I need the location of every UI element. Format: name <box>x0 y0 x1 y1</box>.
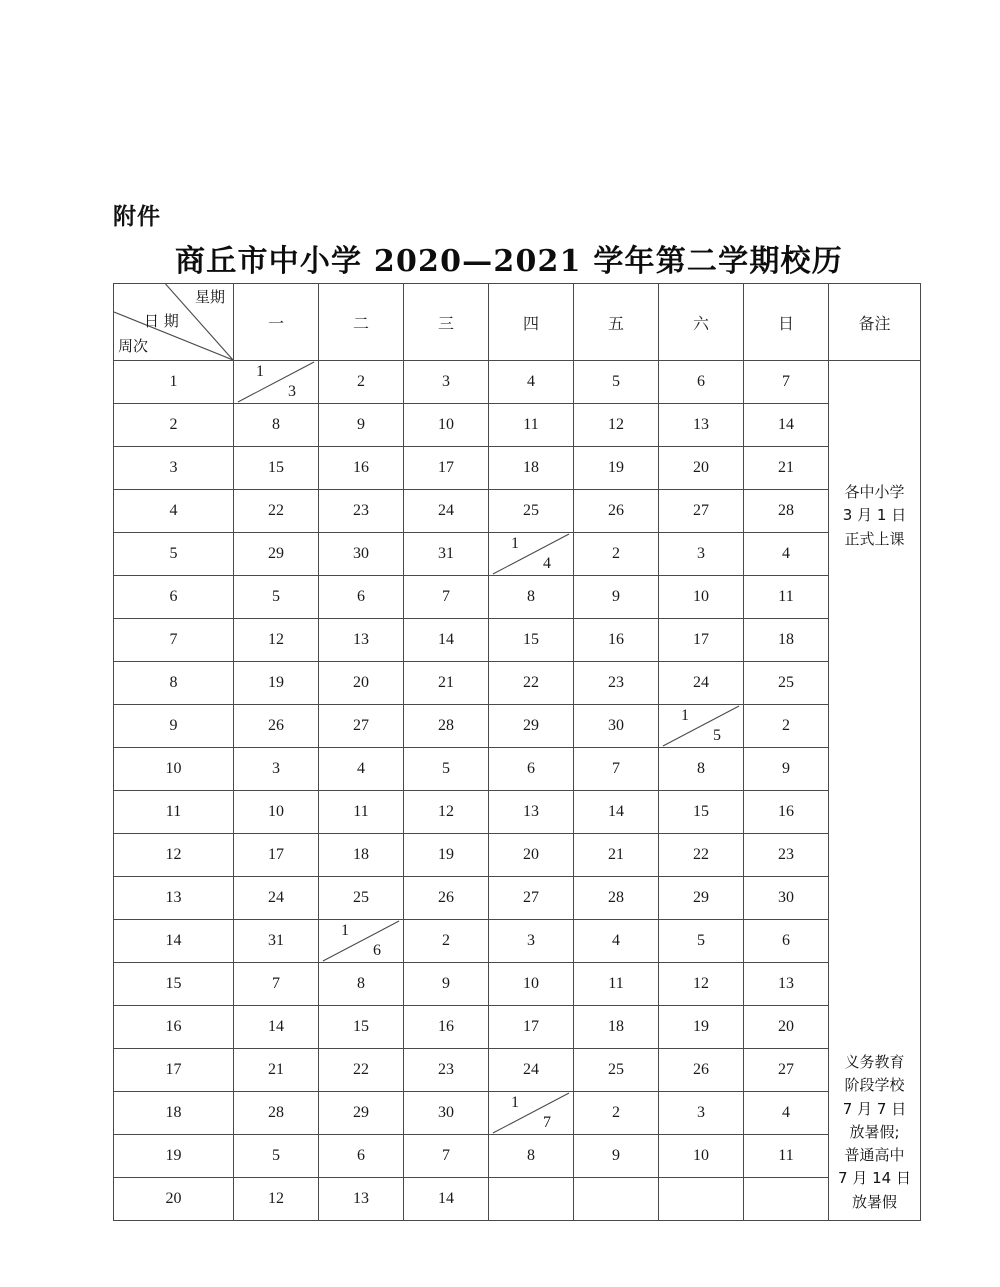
date-cell: 30 <box>744 877 829 920</box>
date-cell: 22 <box>659 834 744 877</box>
date-cell: 31 <box>404 533 489 576</box>
date-cell: 5 <box>234 576 319 619</box>
date-cell: 14 <box>574 791 659 834</box>
date-cell: 7 <box>404 1135 489 1178</box>
date-cell: 16 <box>744 791 829 834</box>
date-cell: 12 <box>234 619 319 662</box>
date-cell: 27 <box>319 705 404 748</box>
column-header-remarks: 备注 <box>829 284 921 361</box>
table-row <box>114 447 921 490</box>
date-cell: 14 <box>234 1006 319 1049</box>
table-row <box>114 791 921 834</box>
column-header-thursday: 四 <box>489 284 574 361</box>
cell-diagonal-icon <box>489 1092 573 1134</box>
date-cell: 19 <box>659 1006 744 1049</box>
table-row <box>114 748 921 791</box>
cell-diagonal-icon <box>489 533 573 575</box>
table-row <box>114 619 921 662</box>
column-header-monday: 一 <box>234 284 319 361</box>
date-cell: 24 <box>489 1049 574 1092</box>
table-row <box>114 576 921 619</box>
date-cell: 14 <box>404 1178 489 1221</box>
date-cell: 3 <box>404 361 489 404</box>
date-cell: 20 <box>659 447 744 490</box>
date-cell: 9 <box>319 404 404 447</box>
corner-weekday-label: 星期 <box>194 288 225 306</box>
date-cell: 18 <box>489 447 574 490</box>
table-row <box>114 1135 921 1178</box>
remark-block-1 <box>829 481 920 551</box>
week-number-cell: 5 <box>114 533 234 576</box>
date-cell: 3 <box>659 533 744 576</box>
date-cell: 8 <box>489 1135 574 1178</box>
date-cell: 8 <box>319 963 404 1006</box>
corner-date-label: 日 期 <box>144 312 179 330</box>
remark-line: 放暑假 <box>851 1192 897 1211</box>
table-row <box>114 490 921 533</box>
date-cell: 10 <box>404 404 489 447</box>
date-cell: 13 <box>319 619 404 662</box>
date-cell: 5 <box>234 1135 319 1178</box>
date-cell: 14 <box>744 404 829 447</box>
date-cell: 29 <box>319 1092 404 1135</box>
date-cell: 16 <box>404 1006 489 1049</box>
date-cell-split <box>659 705 744 748</box>
date-cell: 16 <box>319 447 404 490</box>
date-cell: 15 <box>319 1006 404 1049</box>
date-cell: 4 <box>744 533 829 576</box>
date-cell: 25 <box>489 490 574 533</box>
date-cell: 23 <box>404 1049 489 1092</box>
table-row <box>114 920 921 963</box>
date-cell: 17 <box>659 619 744 662</box>
week-number-cell: 19 <box>114 1135 234 1178</box>
date-cell-empty <box>489 1178 574 1221</box>
date-cell: 26 <box>404 877 489 920</box>
cell-diagonal-icon <box>319 920 403 962</box>
date-cell: 27 <box>744 1049 829 1092</box>
date-cell: 31 <box>234 920 319 963</box>
corner-weekno-label: 周次 <box>118 337 149 355</box>
header-row <box>114 284 921 361</box>
week-number-cell: 8 <box>114 662 234 705</box>
date-cell: 24 <box>234 877 319 920</box>
date-cell: 6 <box>489 748 574 791</box>
table-row <box>114 877 921 920</box>
date-cell: 11 <box>319 791 404 834</box>
date-cell: 11 <box>744 1135 829 1178</box>
date-cell: 28 <box>404 705 489 748</box>
date-cell-month-start-prev: 1 <box>681 707 689 724</box>
column-header-saturday: 六 <box>659 284 744 361</box>
date-cell: 12 <box>574 404 659 447</box>
date-cell: 13 <box>744 963 829 1006</box>
date-cell: 9 <box>744 748 829 791</box>
remark-line: 普通高中 <box>844 1146 905 1164</box>
date-cell: 4 <box>744 1092 829 1135</box>
date-cell: 3 <box>234 748 319 791</box>
page-title: 商丘市中小学 2020—2021 学年第二学期校历 <box>175 244 843 279</box>
remark-line: 义务教育 <box>844 1053 905 1071</box>
date-cell: 5 <box>659 920 744 963</box>
date-cell: 19 <box>404 834 489 877</box>
date-cell: 4 <box>489 361 574 404</box>
date-cell: 6 <box>319 1135 404 1178</box>
date-cell: 27 <box>659 490 744 533</box>
date-cell: 9 <box>574 576 659 619</box>
date-cell-month-start-prev: 1 <box>341 922 349 939</box>
date-cell: 10 <box>234 791 319 834</box>
table-body <box>114 361 921 1221</box>
date-cell: 20 <box>319 662 404 705</box>
week-number-cell: 4 <box>114 490 234 533</box>
date-cell: 16 <box>574 619 659 662</box>
school-calendar-table <box>113 283 921 1221</box>
remark-line: 3 月 1 日 <box>842 506 907 525</box>
remark-line: 7 月 7 日 <box>842 1099 907 1118</box>
date-cell: 29 <box>659 877 744 920</box>
date-cell: 11 <box>489 404 574 447</box>
week-number-cell: 17 <box>114 1049 234 1092</box>
table-row <box>114 404 921 447</box>
date-cell: 7 <box>404 576 489 619</box>
date-cell-month-number: 7 <box>543 1114 551 1131</box>
column-header-sunday: 日 <box>744 284 829 361</box>
date-cell: 12 <box>659 963 744 1006</box>
date-cell: 8 <box>489 576 574 619</box>
date-cell: 9 <box>404 963 489 1006</box>
date-cell: 24 <box>659 662 744 705</box>
date-cell-empty <box>659 1178 744 1221</box>
date-cell: 12 <box>404 791 489 834</box>
date-cell: 2 <box>404 920 489 963</box>
date-cell: 17 <box>234 834 319 877</box>
week-number-cell: 11 <box>114 791 234 834</box>
date-cell: 14 <box>404 619 489 662</box>
week-number-cell: 2 <box>114 404 234 447</box>
week-number-cell: 18 <box>114 1092 234 1135</box>
table-row <box>114 361 921 404</box>
table-row <box>114 533 921 576</box>
date-cell: 6 <box>744 920 829 963</box>
date-cell: 20 <box>744 1006 829 1049</box>
remark-line: 各中小学 <box>844 483 905 501</box>
date-cell: 18 <box>744 619 829 662</box>
date-cell: 30 <box>404 1092 489 1135</box>
date-cell: 29 <box>234 533 319 576</box>
table-row <box>114 1178 921 1221</box>
cell-diagonal-icon <box>234 361 318 403</box>
date-cell: 23 <box>574 662 659 705</box>
table-row <box>114 834 921 877</box>
week-number-cell: 13 <box>114 877 234 920</box>
date-cell: 3 <box>659 1092 744 1135</box>
date-cell: 11 <box>744 576 829 619</box>
date-cell: 6 <box>659 361 744 404</box>
table-header <box>114 284 921 361</box>
date-cell: 22 <box>234 490 319 533</box>
date-cell: 11 <box>574 963 659 1006</box>
week-number-cell: 14 <box>114 920 234 963</box>
date-cell: 5 <box>404 748 489 791</box>
date-cell: 24 <box>404 490 489 533</box>
remarks-cell <box>829 361 921 1221</box>
date-cell: 8 <box>234 404 319 447</box>
week-number-cell: 9 <box>114 705 234 748</box>
date-cell: 10 <box>659 576 744 619</box>
date-cell: 21 <box>574 834 659 877</box>
date-cell: 29 <box>489 705 574 748</box>
date-cell: 21 <box>234 1049 319 1092</box>
date-cell: 19 <box>234 662 319 705</box>
remark-block-2 <box>829 1051 920 1214</box>
date-cell: 27 <box>489 877 574 920</box>
date-cell: 17 <box>489 1006 574 1049</box>
date-cell: 30 <box>574 705 659 748</box>
date-cell: 15 <box>489 619 574 662</box>
date-cell-split <box>489 1092 574 1135</box>
week-number-cell: 10 <box>114 748 234 791</box>
table-row <box>114 963 921 1006</box>
date-cell: 17 <box>404 447 489 490</box>
date-cell: 7 <box>574 748 659 791</box>
date-cell-empty <box>574 1178 659 1221</box>
date-cell: 28 <box>744 490 829 533</box>
date-cell: 28 <box>574 877 659 920</box>
week-number-cell: 15 <box>114 963 234 1006</box>
date-cell-month-number: 5 <box>713 727 721 744</box>
table-row <box>114 662 921 705</box>
table-row <box>114 705 921 748</box>
remark-line: 放暑假; <box>849 1122 900 1141</box>
date-cell: 22 <box>489 662 574 705</box>
date-cell: 4 <box>319 748 404 791</box>
date-cell: 25 <box>574 1049 659 1092</box>
week-number-cell: 20 <box>114 1178 234 1221</box>
week-number-cell: 16 <box>114 1006 234 1049</box>
week-number-cell: 6 <box>114 576 234 619</box>
remark-line: 正式上课 <box>844 529 905 548</box>
date-cell: 26 <box>574 490 659 533</box>
column-header-friday: 五 <box>574 284 659 361</box>
date-cell: 5 <box>574 361 659 404</box>
date-cell-split <box>319 920 404 963</box>
date-cell: 15 <box>659 791 744 834</box>
date-cell-month-number: 3 <box>288 383 296 400</box>
date-cell: 8 <box>659 748 744 791</box>
week-number-cell: 1 <box>114 361 234 404</box>
date-cell: 22 <box>319 1049 404 1092</box>
date-cell: 7 <box>744 361 829 404</box>
date-cell: 13 <box>659 404 744 447</box>
date-cell: 26 <box>234 705 319 748</box>
date-cell-month-number: 4 <box>543 555 551 572</box>
date-cell: 6 <box>319 576 404 619</box>
date-cell: 10 <box>489 963 574 1006</box>
date-cell: 21 <box>744 447 829 490</box>
date-cell: 13 <box>489 791 574 834</box>
date-cell: 23 <box>319 490 404 533</box>
week-number-cell: 3 <box>114 447 234 490</box>
remark-line: 7 月 14 日 <box>838 1169 911 1188</box>
date-cell: 10 <box>659 1135 744 1178</box>
week-number-cell: 12 <box>114 834 234 877</box>
date-cell: 28 <box>234 1092 319 1135</box>
date-cell: 21 <box>404 662 489 705</box>
date-cell: 7 <box>234 963 319 1006</box>
column-header-tuesday: 二 <box>319 284 404 361</box>
date-cell: 20 <box>489 834 574 877</box>
date-cell-month-number: 6 <box>373 942 381 959</box>
table-row <box>114 1006 921 1049</box>
column-header-wednesday: 三 <box>404 284 489 361</box>
date-cell: 30 <box>319 533 404 576</box>
date-cell-split <box>234 361 319 404</box>
date-cell: 13 <box>319 1178 404 1221</box>
date-cell: 2 <box>574 1092 659 1135</box>
corner-header-cell <box>114 284 234 361</box>
table-row <box>114 1092 921 1135</box>
date-cell: 2 <box>574 533 659 576</box>
week-number-cell: 7 <box>114 619 234 662</box>
date-cell-month-start-prev: 1 <box>511 1094 519 1111</box>
date-cell: 18 <box>319 834 404 877</box>
date-cell: 15 <box>234 447 319 490</box>
date-cell: 12 <box>234 1178 319 1221</box>
date-cell-empty <box>744 1178 829 1221</box>
date-cell: 23 <box>744 834 829 877</box>
date-cell-split <box>489 533 574 576</box>
date-cell: 25 <box>319 877 404 920</box>
date-cell: 2 <box>744 705 829 748</box>
date-cell-month-start-prev: 1 <box>511 535 519 552</box>
date-cell: 19 <box>574 447 659 490</box>
cell-diagonal-icon <box>659 705 743 747</box>
remark-line: 阶段学校 <box>844 1076 905 1095</box>
table-row <box>114 1049 921 1092</box>
date-cell-month-start-prev: 1 <box>256 363 264 380</box>
date-cell: 4 <box>574 920 659 963</box>
date-cell: 18 <box>574 1006 659 1049</box>
date-cell: 3 <box>489 920 574 963</box>
date-cell: 26 <box>659 1049 744 1092</box>
calendar-table-container <box>113 283 911 1221</box>
date-cell: 25 <box>744 662 829 705</box>
date-cell: 2 <box>319 361 404 404</box>
date-cell: 9 <box>574 1135 659 1178</box>
attachment-label: 附件 <box>113 204 161 230</box>
